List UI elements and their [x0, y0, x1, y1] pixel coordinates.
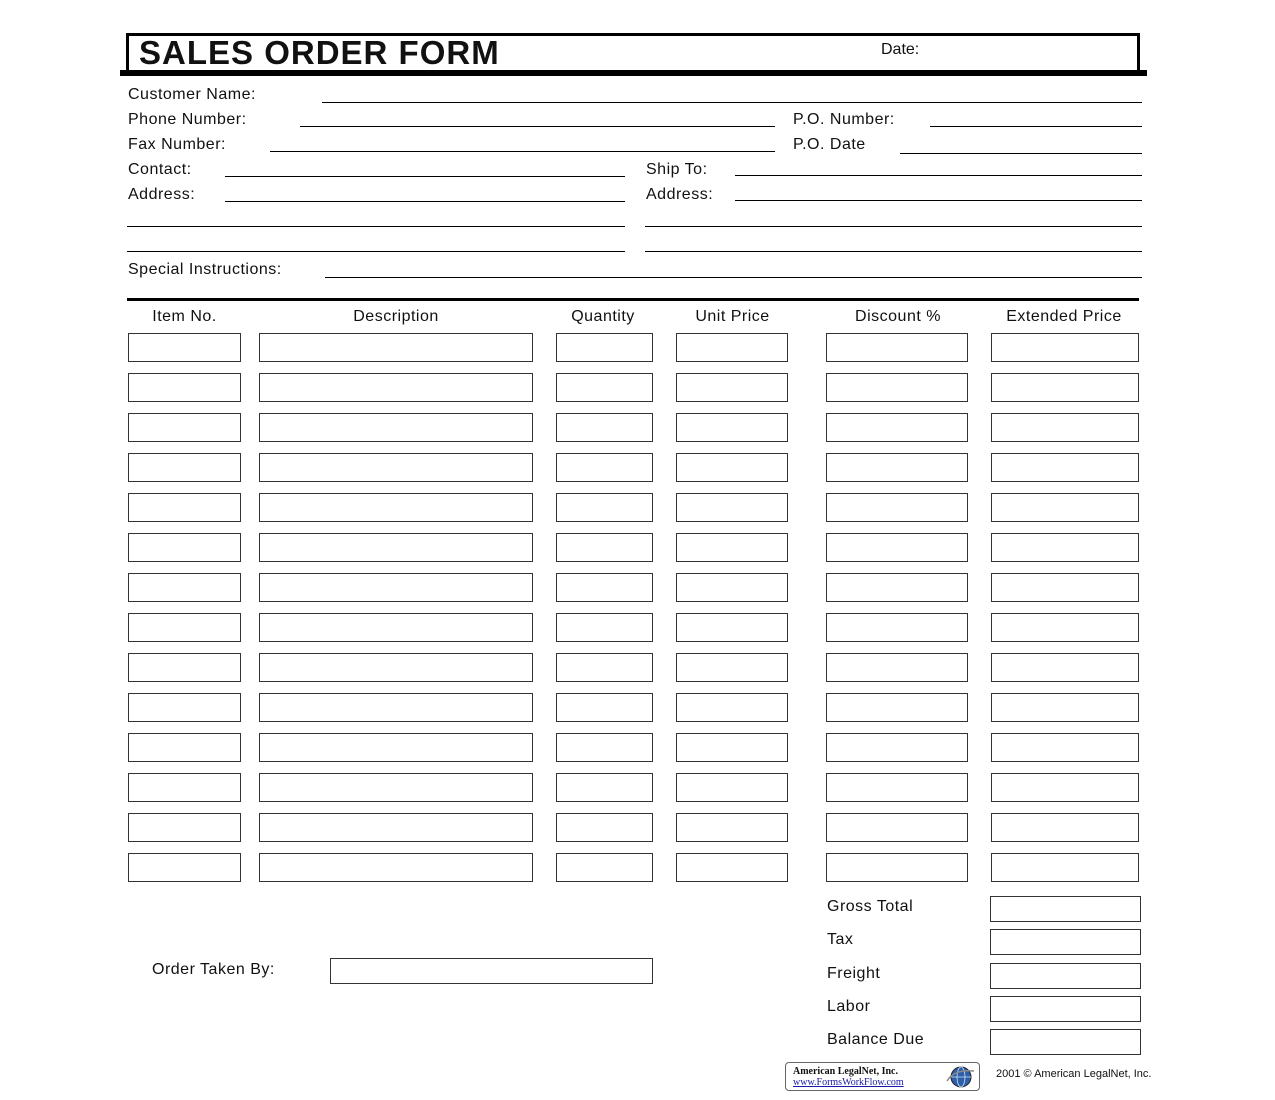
extended-price-cell[interactable]: [991, 453, 1139, 482]
item-no-cell[interactable]: [128, 493, 241, 522]
extended-price-cell[interactable]: [991, 653, 1139, 682]
unit-price-cell[interactable]: [676, 413, 788, 442]
discount-cell[interactable]: [826, 533, 968, 562]
unit-price-cell[interactable]: [676, 773, 788, 802]
description-cell[interactable]: [259, 533, 533, 562]
item-no-cell[interactable]: [128, 453, 241, 482]
item-no-cell[interactable]: [128, 573, 241, 602]
discount-cell[interactable]: [826, 573, 968, 602]
discount-cell[interactable]: [826, 333, 968, 362]
item-no-cell[interactable]: [128, 693, 241, 722]
fax-number-field[interactable]: [270, 151, 775, 152]
address-field-left-3[interactable]: [127, 251, 625, 252]
globe-icon: [944, 1065, 976, 1089]
description-cell[interactable]: [259, 413, 533, 442]
column-header-item-no: Item No.: [152, 308, 217, 325]
item-no-cell[interactable]: [128, 533, 241, 562]
item-no-cell[interactable]: [128, 813, 241, 842]
copyright-text: 2001 © American LegalNet, Inc.: [996, 1068, 1152, 1080]
quantity-cell[interactable]: [556, 653, 653, 682]
order-taken-by-label: Order Taken By:: [152, 961, 275, 978]
quantity-cell[interactable]: [556, 733, 653, 762]
unit-price-cell[interactable]: [676, 733, 788, 762]
extended-price-cell[interactable]: [991, 613, 1139, 642]
item-no-cell[interactable]: [128, 613, 241, 642]
quantity-cell[interactable]: [556, 693, 653, 722]
description-cell[interactable]: [259, 653, 533, 682]
extended-price-cell[interactable]: [991, 853, 1139, 882]
description-cell[interactable]: [259, 813, 533, 842]
column-header-discount: Discount %: [855, 308, 941, 325]
description-cell[interactable]: [259, 773, 533, 802]
extended-price-cell[interactable]: [991, 693, 1139, 722]
address-label-left: Address:: [128, 186, 196, 203]
address-field-right-2[interactable]: [645, 226, 1142, 227]
column-header-extended-price: Extended Price: [1006, 308, 1122, 325]
unit-price-cell[interactable]: [676, 573, 788, 602]
discount-cell[interactable]: [826, 813, 968, 842]
description-cell[interactable]: [259, 693, 533, 722]
description-cell[interactable]: [259, 613, 533, 642]
unit-price-cell[interactable]: [676, 613, 788, 642]
description-cell[interactable]: [259, 573, 533, 602]
tax-field[interactable]: [990, 929, 1141, 955]
logo-company-name: American LegalNet, Inc.: [793, 1066, 898, 1077]
discount-cell[interactable]: [826, 413, 968, 442]
column-header-description: Description: [353, 308, 439, 325]
quantity-cell[interactable]: [556, 333, 653, 362]
logo-url-link[interactable]: www.FormsWorkFlow.com: [793, 1077, 904, 1088]
gross-total-field[interactable]: [990, 896, 1141, 922]
discount-cell[interactable]: [826, 613, 968, 642]
balance-due-label: Balance Due: [827, 1031, 925, 1048]
unit-price-cell[interactable]: [676, 693, 788, 722]
address-field-right-3[interactable]: [645, 251, 1142, 252]
form-title: SALES ORDER FORM: [139, 34, 500, 71]
customer-name-label: Customer Name:: [128, 86, 256, 103]
extended-price-cell[interactable]: [991, 573, 1139, 602]
extended-price-cell[interactable]: [991, 413, 1139, 442]
unit-price-cell[interactable]: [676, 853, 788, 882]
column-header-quantity: Quantity: [571, 308, 635, 325]
column-header-unit-price: Unit Price: [695, 308, 770, 325]
quantity-cell[interactable]: [556, 613, 653, 642]
labor-field[interactable]: [990, 996, 1141, 1022]
quantity-cell[interactable]: [556, 453, 653, 482]
phone-number-field[interactable]: [300, 126, 775, 127]
ship-to-field[interactable]: [735, 175, 1142, 176]
extended-price-cell[interactable]: [991, 733, 1139, 762]
quantity-cell[interactable]: [556, 413, 653, 442]
unit-price-cell[interactable]: [676, 453, 788, 482]
special-instructions-field[interactable]: [325, 277, 1142, 278]
description-cell[interactable]: [259, 733, 533, 762]
fax-number-label: Fax Number:: [128, 136, 226, 153]
description-cell[interactable]: [259, 853, 533, 882]
order-taken-by-field[interactable]: [330, 958, 653, 984]
item-no-cell[interactable]: [128, 333, 241, 362]
item-no-cell[interactable]: [128, 373, 241, 402]
extended-price-cell[interactable]: [991, 373, 1139, 402]
balance-due-field[interactable]: [990, 1029, 1141, 1055]
labor-label: Labor: [827, 998, 871, 1015]
quantity-cell[interactable]: [556, 493, 653, 522]
extended-price-cell[interactable]: [991, 333, 1139, 362]
contact-field[interactable]: [225, 176, 625, 177]
tax-label: Tax: [827, 931, 854, 948]
unit-price-cell[interactable]: [676, 813, 788, 842]
po-date-label: P.O. Date: [793, 136, 866, 153]
unit-price-cell[interactable]: [676, 653, 788, 682]
unit-price-cell[interactable]: [676, 493, 788, 522]
description-cell[interactable]: [259, 453, 533, 482]
extended-price-cell[interactable]: [991, 773, 1139, 802]
item-no-cell[interactable]: [128, 773, 241, 802]
ship-to-label: Ship To:: [646, 161, 708, 178]
freight-label: Freight: [827, 965, 881, 982]
quantity-cell[interactable]: [556, 533, 653, 562]
description-cell[interactable]: [259, 493, 533, 522]
extended-price-cell[interactable]: [991, 533, 1139, 562]
discount-cell[interactable]: [826, 653, 968, 682]
extended-price-cell[interactable]: [991, 813, 1139, 842]
section-divider: [127, 298, 1139, 301]
item-no-cell[interactable]: [128, 413, 241, 442]
po-number-label: P.O. Number:: [793, 111, 895, 128]
address-label-right: Address:: [646, 186, 714, 203]
po-date-field[interactable]: [900, 153, 1142, 154]
description-cell[interactable]: [259, 333, 533, 362]
unit-price-cell[interactable]: [676, 533, 788, 562]
item-no-cell[interactable]: [128, 853, 241, 882]
discount-cell[interactable]: [826, 773, 968, 802]
phone-number-label: Phone Number:: [128, 111, 247, 128]
item-no-cell[interactable]: [128, 653, 241, 682]
date-label: Date:: [881, 41, 920, 58]
american-legalnet-logo[interactable]: [785, 1062, 980, 1091]
address-field-right-1[interactable]: [735, 200, 1142, 201]
discount-cell[interactable]: [826, 733, 968, 762]
description-cell[interactable]: [259, 373, 533, 402]
quantity-cell[interactable]: [556, 853, 653, 882]
address-field-left-1[interactable]: [225, 201, 625, 202]
gross-total-label: Gross Total: [827, 898, 914, 915]
quantity-cell[interactable]: [556, 573, 653, 602]
unit-price-cell[interactable]: [676, 333, 788, 362]
freight-field[interactable]: [990, 963, 1141, 989]
discount-cell[interactable]: [826, 853, 968, 882]
po-number-field[interactable]: [930, 126, 1142, 127]
quantity-cell[interactable]: [556, 773, 653, 802]
discount-cell[interactable]: [826, 453, 968, 482]
customer-name-field[interactable]: [322, 102, 1142, 103]
address-field-left-2[interactable]: [127, 226, 625, 227]
discount-cell[interactable]: [826, 493, 968, 522]
extended-price-cell[interactable]: [991, 493, 1139, 522]
discount-cell[interactable]: [826, 373, 968, 402]
discount-cell[interactable]: [826, 693, 968, 722]
contact-label: Contact:: [128, 161, 192, 178]
quantity-cell[interactable]: [556, 373, 653, 402]
unit-price-cell[interactable]: [676, 373, 788, 402]
special-instructions-label: Special Instructions:: [128, 261, 282, 278]
quantity-cell[interactable]: [556, 813, 653, 842]
item-no-cell[interactable]: [128, 733, 241, 762]
